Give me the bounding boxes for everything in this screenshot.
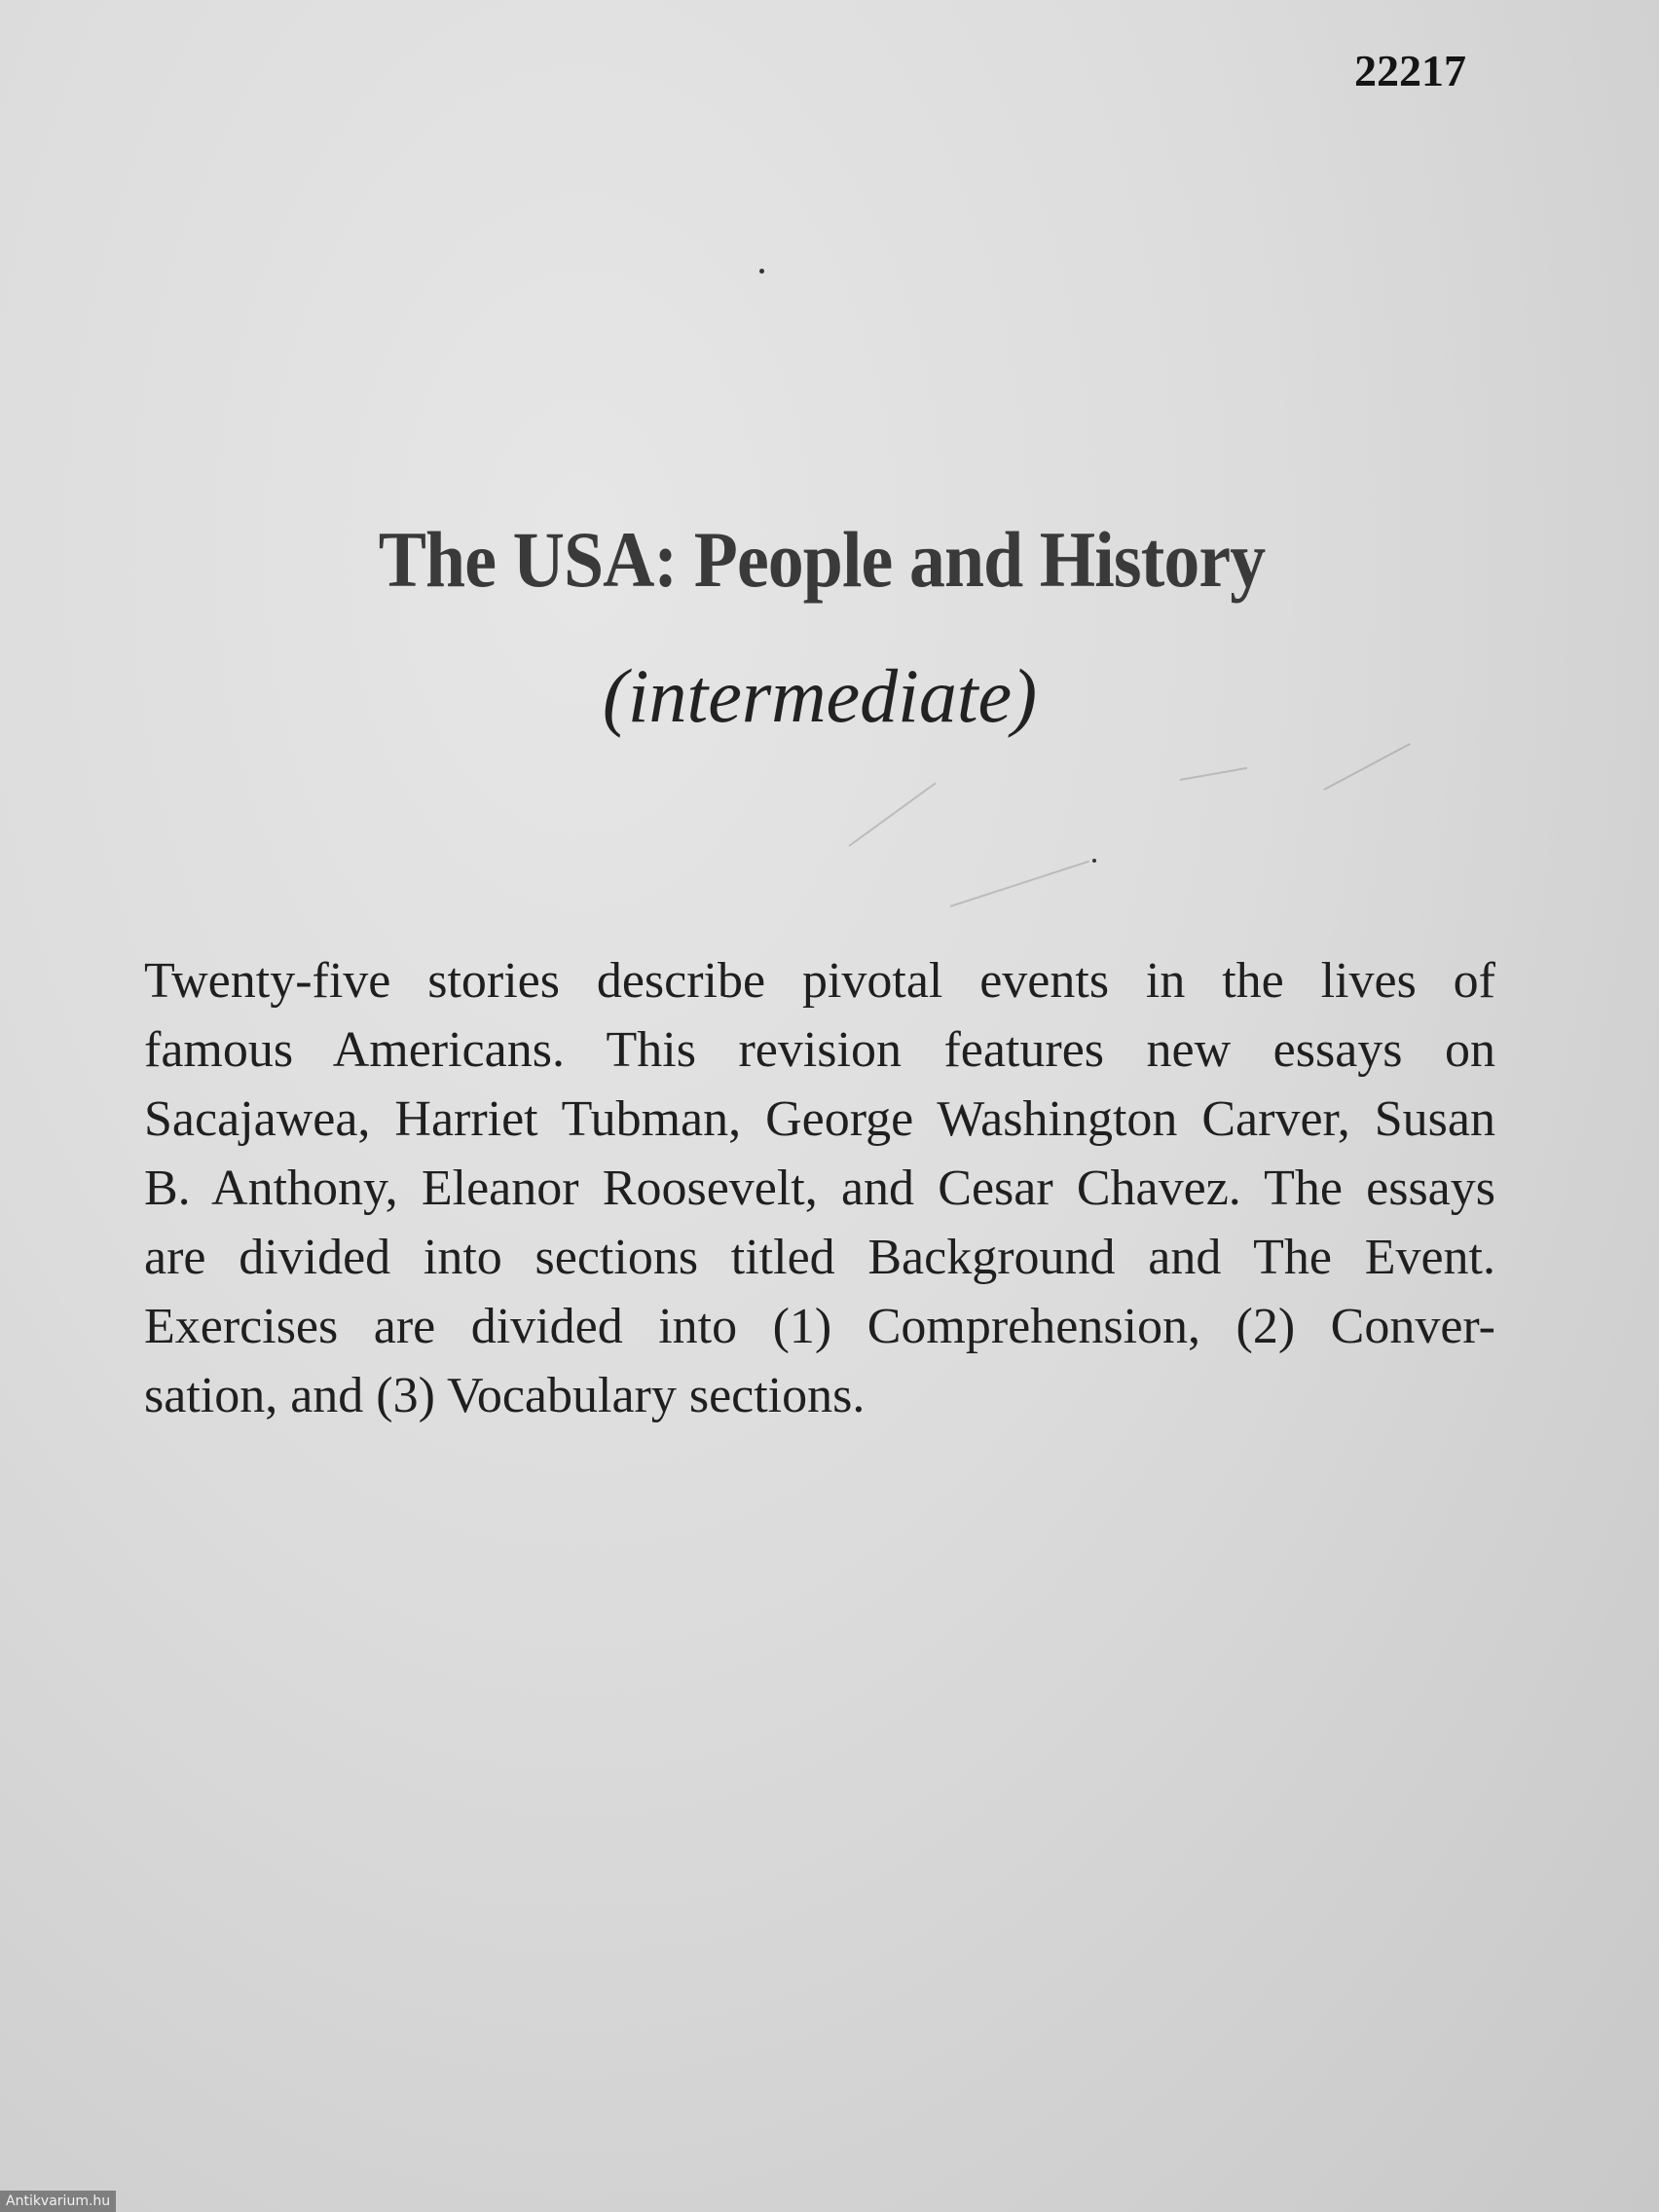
description-line: Sacajawea, Harriet Tubman, George Washington Carver, Susan: [144, 1091, 1495, 1147]
description-line: B. Anthony, Eleanor Roosevelt, and Cesar Chavez. The essays: [144, 1161, 1495, 1216]
surface-speck: [759, 269, 764, 274]
description-line: are divided into sections titled Background and The Event.: [144, 1230, 1495, 1285]
surface-scratch: [1180, 767, 1247, 781]
description-line: sation, and (3) Vocabulary sections.: [144, 1368, 866, 1423]
description-line: famous Americans. This revision features new essays on: [144, 1022, 1495, 1078]
description-line: Exercises are divided into (1) Comprehension, (2) Conver-: [144, 1299, 1495, 1354]
book-subtitle: (intermediate): [602, 653, 1038, 738]
catalog-number: 22217: [1354, 46, 1466, 95]
surface-scratch: [950, 861, 1089, 907]
watermark: Antikvarium.hu: [0, 2191, 116, 2212]
description-line: Twenty-five stories describe pivotal events in the lives of: [144, 953, 1495, 1009]
book-title: The USA: People and History: [378, 515, 1266, 604]
book-description: [144, 946, 1495, 1430]
surface-scratch: [1324, 743, 1411, 791]
surface-speck: [1092, 859, 1096, 863]
surface-scratch: [848, 783, 936, 847]
